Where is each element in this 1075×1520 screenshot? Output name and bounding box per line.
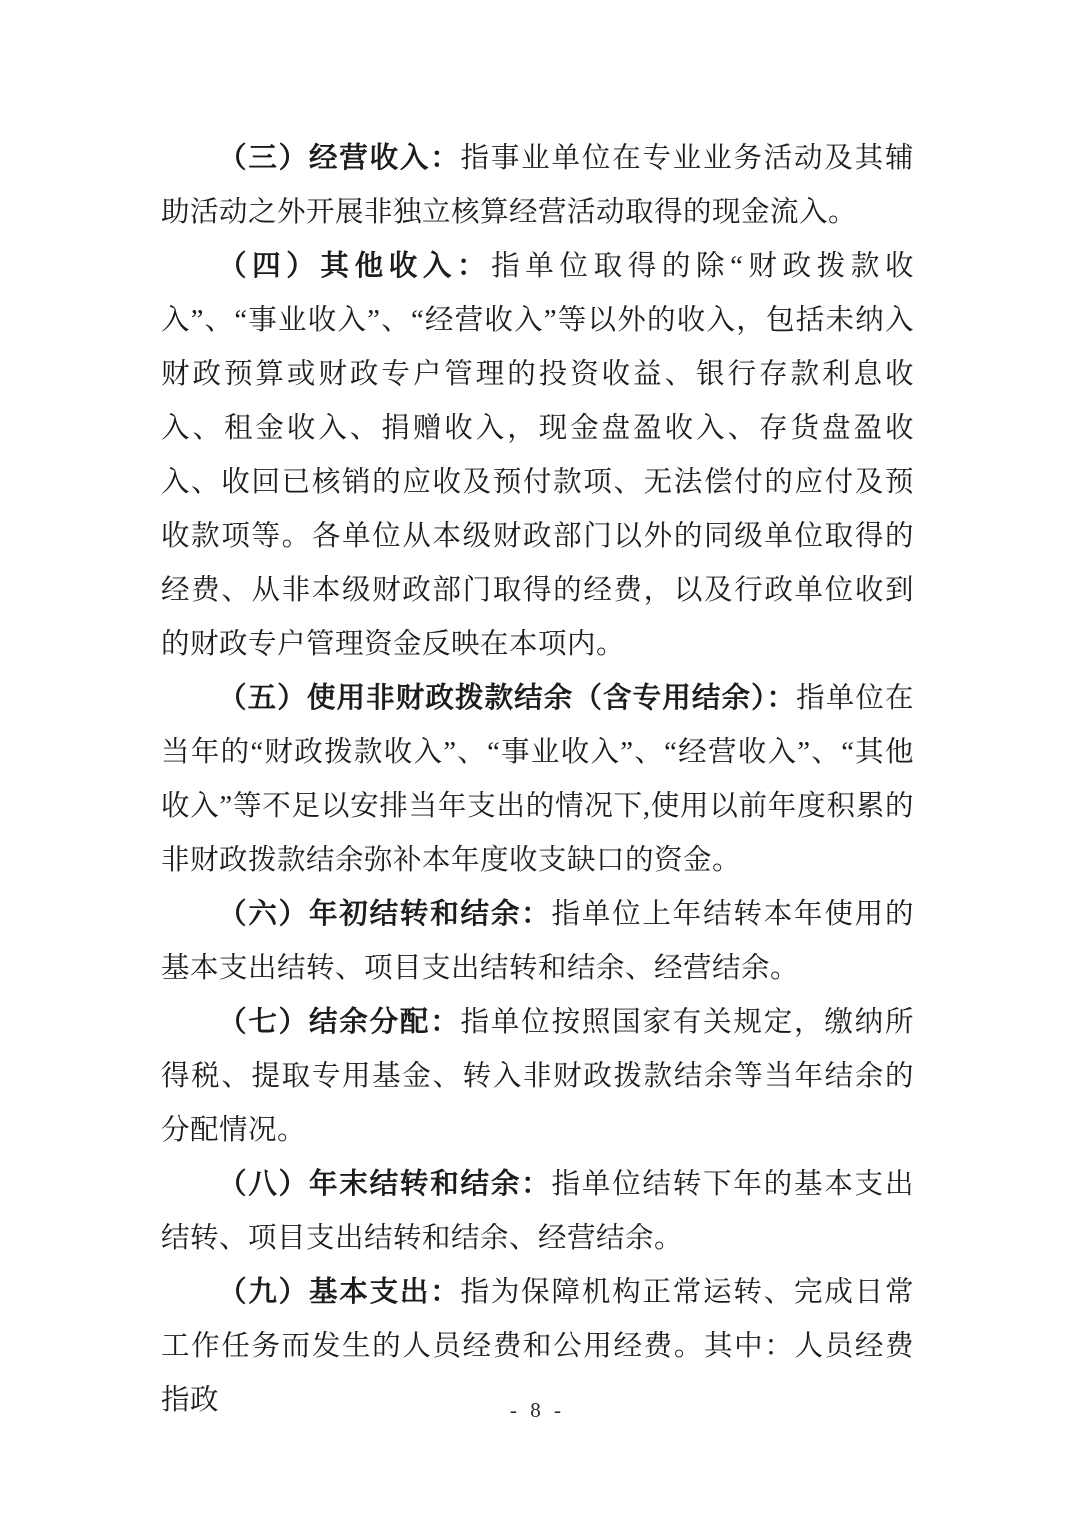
paragraph-lead: （三）经营收入： bbox=[218, 143, 461, 174]
paragraph-item-7 bbox=[161, 996, 914, 1158]
paragraph-lead: （七）结余分配： bbox=[218, 1007, 461, 1038]
paragraph-lead: （六）年初结转和结余： bbox=[218, 899, 552, 930]
paragraph-item-4 bbox=[161, 240, 914, 672]
paragraph-body: 指单位上年结转本年使用的基本支出结转、项目支出结转和结余、经营结余。 bbox=[161, 899, 914, 984]
paragraph-lead: （四）其他收入： bbox=[218, 251, 492, 282]
paragraph-body: 指单位取得的除“财政拨款收入”、“事业收入”、“经营收入”等以外的收入，包括未纳入财政预算或财政专户管理的投资收益、银行存款利息收入、租金收入、捐赠收入，现金盘盈收入、存货盘盈收入、收回已核销的应收及预付款项、无法偿付的应付及预收款项等。各单位从本级财政部门以外的同级单位取得的经费、从非本级财政部门取得的经费，以及行政单位收到的财政专户管理资金反映在本项内。 bbox=[161, 251, 914, 660]
paragraph-body: 指单位按照国家有关规定，缴纳所得税、提取专用基金、转入非财政拨款结余等当年结余的分配情况。 bbox=[161, 1007, 914, 1146]
paragraph-body: 指事业单位在专业业务活动及其辅助活动之外开展非独立核算经营活动取得的现金流入。 bbox=[161, 143, 914, 228]
paragraph-body: 指单位结转下年的基本支出结转、项目支出结转和结余、经营结余。 bbox=[161, 1169, 914, 1254]
paragraph-lead: （八）年末结转和结余： bbox=[218, 1169, 552, 1200]
paragraph-lead: （九）基本支出： bbox=[218, 1277, 461, 1308]
paragraph-item-5 bbox=[161, 672, 914, 888]
paragraph-body: 指单位在当年的“财政拨款收入”、“事业收入”、“经营收入”、“其他收入”等不足以安排当年支出的情况下,使用以前年度积累的非财政拨款结余弥补本年度收支缺口的资金。 bbox=[161, 683, 914, 876]
paragraph-item-8 bbox=[161, 1158, 914, 1266]
document-text-block bbox=[161, 132, 914, 1428]
paragraph-item-6 bbox=[161, 888, 914, 996]
paragraph-body: 指为保障机构正常运转、完成日常工作任务而发生的人员经费和公用经费。其中：人员经费指政 bbox=[161, 1277, 914, 1416]
paragraph-lead: （五）使用非财政拨款结余（含专用结余）： bbox=[218, 683, 797, 714]
page-number: - 8 - bbox=[510, 1398, 565, 1422]
paragraph-item-3 bbox=[161, 132, 914, 240]
